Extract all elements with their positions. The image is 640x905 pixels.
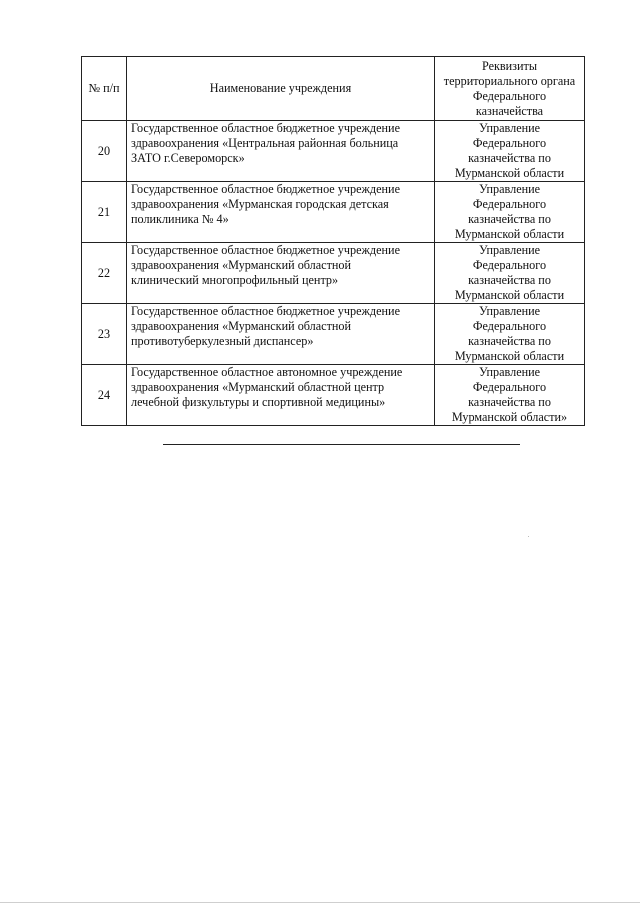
requisites-line: Управление [478,121,541,135]
institution-name-line: Государственное областное бюджетное учреждение [131,121,400,135]
requisites-line: Управление [478,243,541,257]
row-number: 21 [82,182,127,243]
treasury-requisites [435,243,585,304]
header-requisites-line: Реквизиты [481,58,538,73]
scan-speck [528,536,529,537]
header-requisites [435,57,585,121]
header-name: Наименование учреждения [127,57,435,121]
institutions-table [81,56,585,426]
requisites-line: Мурманской области [454,227,565,241]
requisites-line: Федерального [472,380,547,394]
row-number: 23 [82,304,127,365]
table-header [82,57,585,121]
institution-name-line: здравоохранения «Мурманский областной центр [131,380,385,394]
treasury-requisites [435,182,585,243]
requisites-line: Федерального [472,319,547,333]
institution-name [127,304,435,365]
requisites-line: Федерального [472,258,547,272]
table-body [82,121,585,426]
requisites-line: казначейства по [468,395,551,409]
row-number: 20 [82,121,127,182]
requisites-line: Управление [478,304,541,318]
institution-name-line: Государственное областное бюджетное учреждение [131,243,400,257]
institution-name-line: здравоохранения «Центральная районная больница [131,136,399,150]
table-row [82,121,585,182]
treasury-requisites [435,121,585,182]
institution-name-line: лечебной физкультуры и спортивной медицины» [131,395,386,409]
institution-name [127,365,435,426]
requisites-line: казначейства по [468,212,551,226]
institution-name-line: Государственное областное бюджетное учреждение [131,304,400,318]
institution-name-line: здравоохранения «Мурманская городская детская [131,197,389,211]
requisites-line: Управление [478,365,541,379]
header-number: № п/п [82,57,127,121]
institution-name [127,243,435,304]
institution-name-line: здравоохранения «Мурманский областной [131,319,352,333]
row-number: 22 [82,243,127,304]
row-number: 24 [82,365,127,426]
requisites-line: Мурманской области [454,166,565,180]
header-requisites-line: территориального органа [443,73,576,88]
page-bottom-edge [0,902,640,903]
header-requisites-line: казначейства [475,103,544,118]
table-row [82,365,585,426]
institution-name-line: здравоохранения «Мурманский областной [131,258,352,272]
requisites-line: Федерального [472,136,547,150]
institution-name [127,121,435,182]
table-row [82,304,585,365]
institution-name [127,182,435,243]
institution-name-line: Государственное областное бюджетное учреждение [131,182,400,196]
header-requisites-line: Федерального [472,88,547,103]
institution-name-line: клинический многопрофильный центр» [131,273,339,287]
requisites-line: Мурманской области» [451,410,568,424]
requisites-line: казначейства по [468,273,551,287]
table-row [82,243,585,304]
institution-name-line: поликлиника № 4» [131,212,229,226]
requisites-line: Управление [478,182,541,196]
institution-name-line: ЗАТО г.Североморск» [131,151,245,165]
requisites-line: казначейства по [468,151,551,165]
requisites-line: Мурманской области [454,288,565,302]
treasury-requisites [435,365,585,426]
treasury-requisites [435,304,585,365]
requisites-line: Федерального [472,197,547,211]
requisites-line: казначейства по [468,334,551,348]
table-row [82,182,585,243]
institution-name-line: противотуберкулезный диспансер» [131,334,314,348]
header-row [82,57,585,121]
requisites-line: Мурманской области [454,349,565,363]
closing-divider-line [163,444,520,445]
institution-name-line: Государственное областное автономное учреждение [131,365,403,379]
